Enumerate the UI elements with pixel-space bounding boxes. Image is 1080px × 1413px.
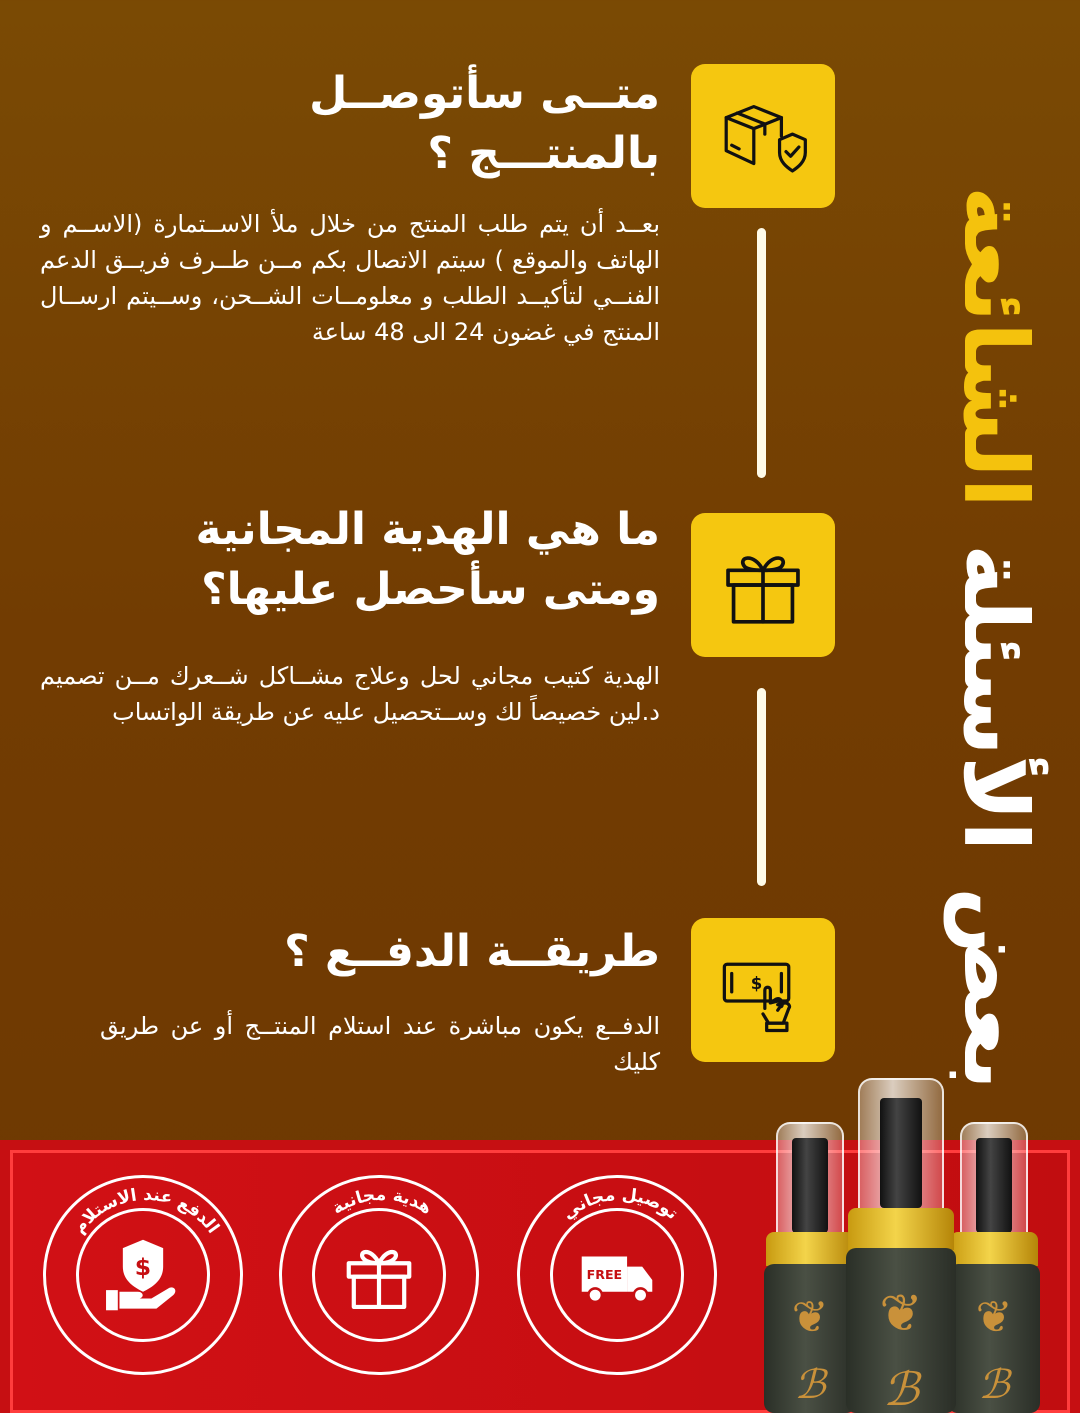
faq-question: طريقــة الدفــع ؟: [284, 926, 660, 977]
product-bottle: [764, 1122, 856, 1413]
svg-text:هدية مجانية: [328, 1185, 435, 1219]
feather-logo-icon: ❦: [975, 1292, 1013, 1343]
gift-icon: [717, 539, 809, 631]
faq-1-icon-tile: [691, 64, 835, 208]
faq-3-icon-tile: [691, 918, 835, 1062]
cash-payment-icon: [717, 944, 809, 1036]
brand-monogram: ℬ: [882, 1362, 920, 1413]
bottle-pump: [792, 1138, 828, 1233]
page-title: [940, 40, 1050, 1090]
product-bottle: [846, 1078, 956, 1413]
bottle-neck: [766, 1232, 854, 1266]
free-label: FREE: [586, 1267, 623, 1283]
badge-cash-on-delivery: [43, 1175, 243, 1375]
svg-text:توصيل مجاني: [559, 1185, 682, 1224]
faq-item-2: [40, 500, 660, 730]
badge-free-gift: [279, 1175, 479, 1375]
faq-question: متــى سأتوصــل بالمنتـــج ؟: [309, 68, 660, 179]
badge-ring-text: [520, 1178, 720, 1378]
faq-2-icon-tile: [691, 513, 835, 657]
bottle-pump: [880, 1098, 922, 1208]
title-word-2: الأسئلة: [944, 543, 1047, 852]
svg-text:الدفع عند الاستلام: [69, 1185, 223, 1238]
bottle-neck: [950, 1232, 1038, 1266]
svg-text:$: $: [750, 974, 763, 994]
bottle-neck: [848, 1208, 954, 1250]
package-shield-icon: [717, 90, 809, 182]
badge-label: الدفع عند الاستلام: [69, 1184, 223, 1238]
faq-item-3: [40, 922, 660, 1080]
badge-free-delivery: [517, 1175, 717, 1375]
svg-text:$: $: [134, 1253, 152, 1281]
badge-label: توصيل مجاني: [558, 1184, 682, 1224]
title-word-1: بعض: [944, 887, 1047, 1090]
product-bottle: [948, 1122, 1040, 1413]
faq-answer: الدفــع يكون مباشرة عند استلام المنتــج أو عن طريق كليك: [100, 1012, 660, 1076]
badge-ring-text: [46, 1178, 246, 1378]
brand-monogram: ℬ: [794, 1362, 826, 1408]
faq-question: ما هي الهدية المجانية ومتى سأحصل عليها؟: [195, 504, 660, 615]
feather-logo-icon: ❦: [791, 1292, 829, 1343]
faq-item-1: [40, 64, 660, 350]
feather-logo-icon: ❦: [879, 1284, 923, 1344]
faq-answer: بعــد أن يتم طلب المنتج من خلال ملأ الاســتمارة (الاســم و الهاتف والموقع ) سيتم الاتصال بكم مــن طــرف فريــق الدعم الفنــي لتأكيــد الطلب و معلومــات الشــحن، وســيتم ارســال المنتج في غضون 24 الى 48 ساعة: [40, 210, 660, 346]
bottle-pump: [976, 1138, 1012, 1233]
badge-ring-text: [282, 1178, 482, 1378]
connector-line: [757, 688, 766, 886]
badge-label: هدية مجانية: [328, 1184, 436, 1219]
title-word-3: الشائعة: [944, 185, 1047, 508]
connector-line: [757, 228, 766, 478]
brand-monogram: ℬ: [978, 1362, 1010, 1408]
faq-answer: الهدية كتيب مجاني لحل وعلاج مشــاكل شــعرك مــن تصميم د.لين خصيصاً لك وســتحصيل عليه عن طريقة الواتساب: [40, 662, 660, 726]
